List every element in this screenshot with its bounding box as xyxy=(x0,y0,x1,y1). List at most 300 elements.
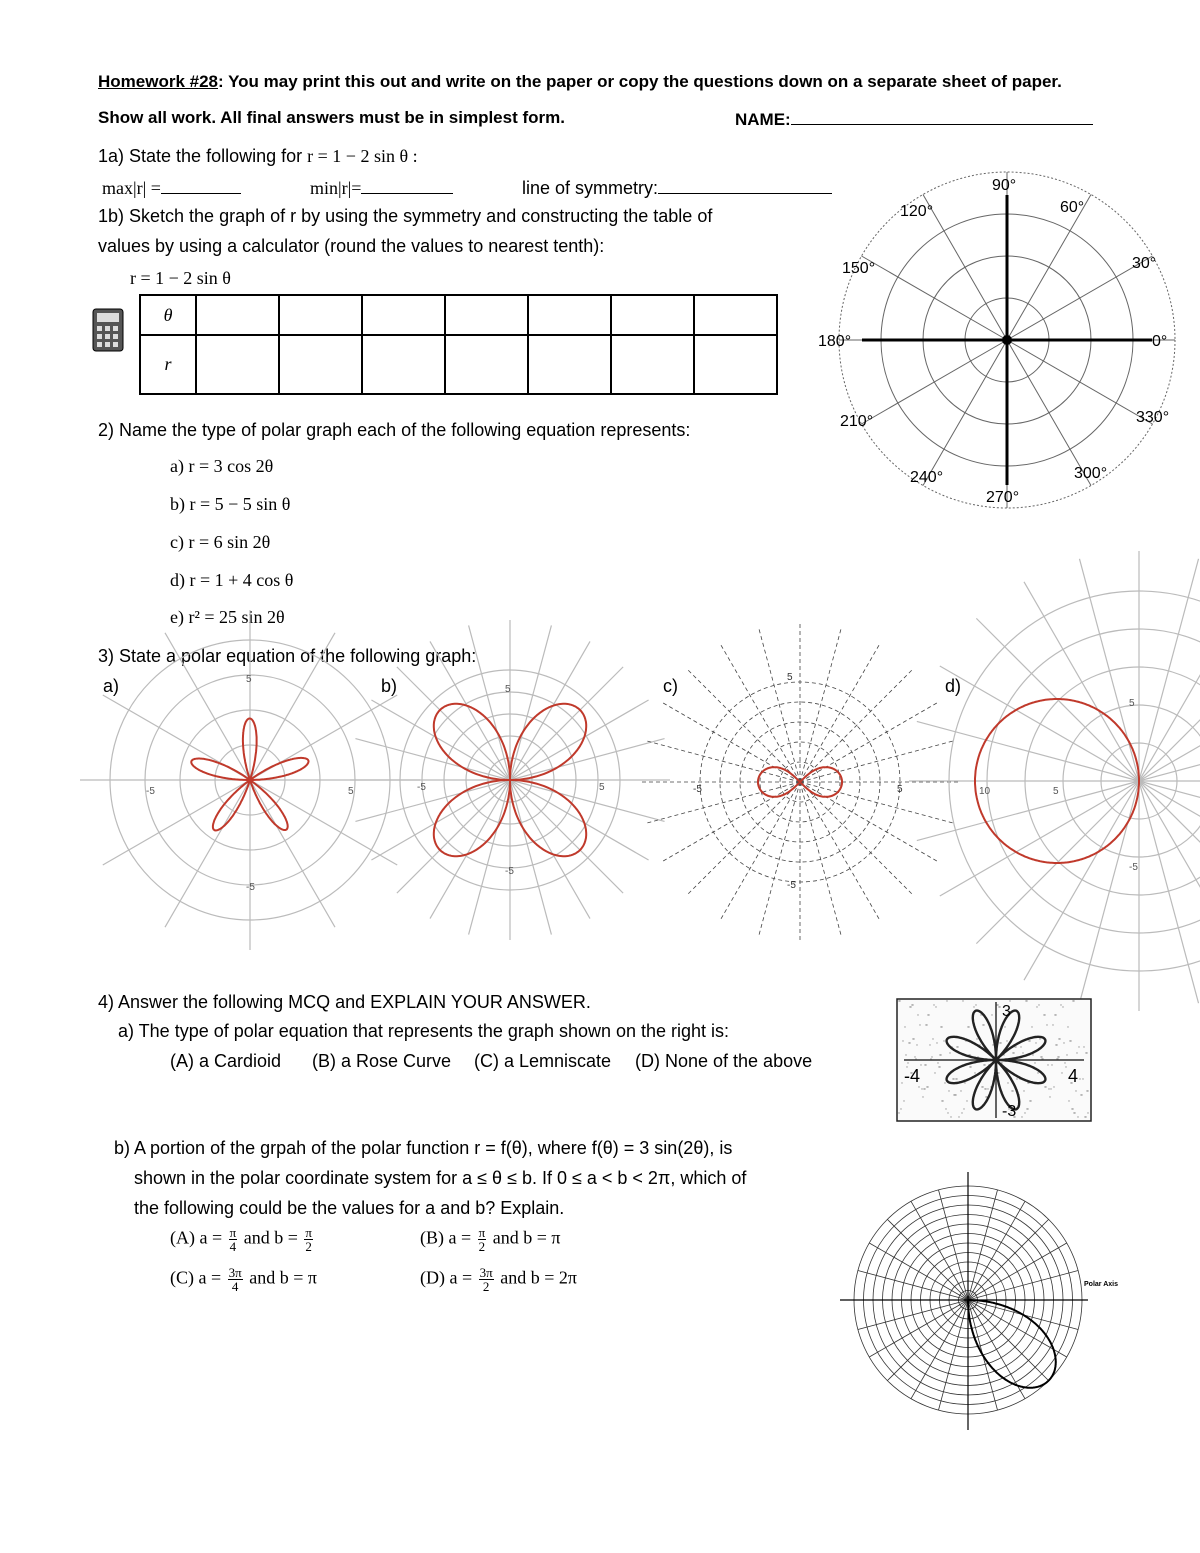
grid-ray xyxy=(1024,582,1139,781)
theta-header: θ xyxy=(140,295,196,335)
grid-ray xyxy=(800,741,955,782)
speckle-dot xyxy=(1026,1000,1027,1001)
q1b-equation: r = 1 − 2 sin θ xyxy=(130,268,231,288)
speckle-dot xyxy=(948,1090,949,1091)
max-r-blank[interactable] xyxy=(161,177,241,194)
polar-axis-label: Polar Axis xyxy=(1084,1281,1118,1288)
grid-ray xyxy=(1139,666,1200,781)
speckle-dot xyxy=(904,1026,905,1027)
q3-label-a: a) xyxy=(103,676,120,696)
speckle-dot xyxy=(905,1054,906,1055)
table-cell[interactable] xyxy=(694,295,777,335)
tick-label: -5 xyxy=(146,786,155,797)
item-equation: r² = 25 sin 2θ xyxy=(188,607,285,627)
option-mid: and b = 2π xyxy=(500,1267,577,1288)
speckle-dot xyxy=(922,1096,923,1097)
speckle-dot xyxy=(1012,1090,1013,1091)
fraction xyxy=(304,1226,313,1253)
speckle-dot xyxy=(998,1072,999,1073)
tick-label: -5 xyxy=(1129,862,1138,873)
speckle-dot xyxy=(974,1072,975,1073)
speckle-dot xyxy=(1038,1004,1039,1005)
grid-ray xyxy=(968,1300,1025,1399)
speckle-dot xyxy=(935,1006,936,1007)
item-label: a) xyxy=(170,456,184,476)
min-r-label: min|r|= xyxy=(310,178,362,198)
speckle-dot xyxy=(1044,1014,1045,1015)
grid-ray xyxy=(968,1300,1049,1381)
speckle-dot xyxy=(927,1086,928,1087)
grid-ray xyxy=(800,669,913,782)
q4b-option-d[interactable] xyxy=(420,1266,577,1293)
denominator: 2 xyxy=(478,1239,486,1254)
speckle-dot xyxy=(941,1026,942,1027)
tick-label: 5 xyxy=(246,674,252,685)
homework-instructions: : You may print this out and write on the paper or copy the questions down on a separate sheet of paper. xyxy=(218,72,1062,91)
item-equation: r = 5 − 5 sin θ xyxy=(189,494,291,514)
speckle-dot xyxy=(1063,1042,1064,1043)
speckle-dot xyxy=(932,1038,933,1039)
table-cell[interactable] xyxy=(528,295,611,335)
grid-ray xyxy=(1139,781,1200,944)
numerator: 3π xyxy=(479,1265,493,1280)
q4a-option-b[interactable]: (B) a Rose Curve xyxy=(312,1051,452,1071)
speckle-dot xyxy=(966,1100,967,1101)
speckle-dot xyxy=(1083,1046,1084,1047)
q2-item-b xyxy=(170,494,290,515)
speckle-dot xyxy=(957,1046,958,1047)
speckle-dot xyxy=(1058,1056,1059,1057)
grid-ray xyxy=(862,256,1007,340)
r-header: r xyxy=(140,335,196,394)
speckle-dot xyxy=(1046,1024,1047,1025)
q4b-option-a[interactable] xyxy=(170,1226,315,1253)
speckle-dot xyxy=(1053,1086,1054,1087)
speckle-dot xyxy=(1004,1026,1005,1027)
grid-ray xyxy=(800,782,880,921)
q4a-option-a[interactable]: (A) a Cardioid xyxy=(170,1051,282,1071)
speckle-dot xyxy=(1007,1082,1008,1083)
pole-point xyxy=(1002,335,1012,345)
speckle-dot xyxy=(919,1024,920,1025)
grid-ray xyxy=(800,702,939,782)
speckle-dot xyxy=(1086,1052,1087,1053)
values-table xyxy=(139,294,778,395)
tick-label: -5 xyxy=(505,866,514,877)
grid-ray xyxy=(1007,340,1152,424)
item-label: d) xyxy=(170,570,185,590)
grid-ray xyxy=(968,1243,1067,1300)
item-label: e) xyxy=(170,607,184,627)
speckle-dot xyxy=(949,1052,950,1053)
q1b-line2: values by using a calculator (round the values to nearest tenth): xyxy=(98,236,605,256)
tick-label: 5 xyxy=(348,786,354,797)
max-r-label: max|r| = xyxy=(102,178,161,198)
fraction xyxy=(229,1226,238,1253)
speckle-dot xyxy=(931,1056,932,1057)
speckle-dot xyxy=(1037,1072,1038,1073)
numerator: π xyxy=(478,1225,486,1240)
grid-ray xyxy=(355,739,510,780)
tick-label: 10 xyxy=(979,786,991,797)
tick-label: 5 xyxy=(599,782,605,793)
table-cell[interactable] xyxy=(279,335,362,394)
name-label: NAME: xyxy=(735,110,791,129)
table-cell[interactable] xyxy=(611,295,694,335)
item-label: c) xyxy=(170,532,184,552)
angle-label: 330° xyxy=(1136,409,1170,426)
table-cell[interactable] xyxy=(196,295,279,335)
grid-ray xyxy=(510,780,590,919)
grid-ray xyxy=(968,1300,1067,1357)
speckle-dot xyxy=(936,1042,937,1043)
tick-label: 3 xyxy=(1002,1003,1011,1020)
option-prefix: (D) a = xyxy=(420,1267,473,1288)
min-r-blank[interactable] xyxy=(361,177,453,194)
speckle-dot xyxy=(973,1006,974,1007)
angle-label: 210° xyxy=(840,413,874,430)
grid-ray xyxy=(510,780,649,860)
speckle-dot xyxy=(1045,1086,1046,1087)
speckle-dot xyxy=(970,1066,971,1067)
table-cell[interactable] xyxy=(362,335,445,394)
speckle-dot xyxy=(1016,1078,1017,1079)
grid-ray xyxy=(800,643,880,782)
grid-ray xyxy=(397,667,510,780)
speckle-dot xyxy=(1073,1000,1074,1001)
speckle-dot xyxy=(937,1062,938,1063)
grid-ray xyxy=(645,741,800,782)
speckle-dot xyxy=(960,1090,961,1091)
graph-b-rose xyxy=(403,668,615,896)
speckle-dot xyxy=(924,1088,925,1089)
angle-label: 60° xyxy=(1060,199,1085,216)
angle-label: 300° xyxy=(1074,465,1108,482)
speckle-dot xyxy=(1072,1108,1073,1109)
speckle-dot xyxy=(944,1082,945,1083)
angle-label: 90° xyxy=(992,177,1017,194)
speckle-dot xyxy=(1056,1044,1057,1045)
table-cell[interactable] xyxy=(362,295,445,335)
grid-ray xyxy=(371,700,510,780)
q2-item-c xyxy=(170,532,270,553)
grid-ray xyxy=(720,643,800,782)
tick-label: 5 xyxy=(1129,698,1135,709)
speckle-dot xyxy=(902,1040,903,1041)
graph-d-circle xyxy=(973,678,1200,884)
speckle-dot xyxy=(913,1038,914,1039)
name-blank[interactable] xyxy=(791,108,1093,125)
speckle-dot xyxy=(1048,1088,1049,1089)
speckle-dot xyxy=(1041,1056,1042,1057)
grid-ray xyxy=(759,782,800,937)
grid-ray xyxy=(661,702,800,782)
grid-ray xyxy=(510,780,665,821)
tick-label: -4 xyxy=(904,1066,921,1086)
speckle-dot xyxy=(1031,1026,1032,1027)
grid-ray xyxy=(759,627,800,782)
speckle-dot xyxy=(916,1044,917,1045)
polar-grid xyxy=(810,170,1200,510)
speckle-dot xyxy=(1023,1090,1024,1091)
grid-ray xyxy=(911,1201,968,1300)
r-row xyxy=(140,335,777,394)
speckle-dot xyxy=(1009,1000,1010,1001)
name-field[interactable] xyxy=(735,108,1093,130)
speckle-dot xyxy=(1075,1090,1076,1091)
speckle-dot xyxy=(1085,1116,1086,1117)
grid-ray xyxy=(1007,256,1152,340)
grid-ray xyxy=(800,782,913,895)
grid-ray xyxy=(940,781,1139,896)
q2-item-e xyxy=(170,607,285,628)
speckle-dot xyxy=(920,1064,921,1065)
speckle-dot xyxy=(962,1000,963,1001)
grid-ray xyxy=(687,782,800,895)
speckle-dot xyxy=(1059,1038,1060,1039)
speckle-dot xyxy=(1062,1006,1063,1007)
grid-ray xyxy=(800,782,939,862)
instructions-line: Show all work. All final answers must be in simplest form. xyxy=(98,108,565,127)
grid-ray xyxy=(862,340,1007,424)
grid-ray xyxy=(1139,781,1199,1003)
option-mid: and b = π xyxy=(492,1227,561,1248)
grid-ray xyxy=(510,700,649,780)
item-label: b) xyxy=(170,494,185,514)
item-equation: r = 1 + 4 cos θ xyxy=(189,570,294,590)
speckle-dot xyxy=(1036,1006,1037,1007)
option-mid: and b = xyxy=(243,1227,298,1248)
speckle-dot xyxy=(1034,1062,1035,1063)
speckle-dot xyxy=(1087,1090,1088,1091)
speckle-dot xyxy=(929,1044,930,1045)
speckle-dot xyxy=(1064,1062,1065,1063)
speckle-dot xyxy=(968,1026,969,1027)
speckle-dot xyxy=(1039,1038,1040,1039)
grid-ray xyxy=(968,1219,1049,1300)
speckle-dot xyxy=(983,1024,984,1025)
q2-title: 2) Name the type of polar graph each of the following equation represents: xyxy=(98,420,691,440)
speckle-dot xyxy=(1061,1072,1062,1073)
angle-label: 120° xyxy=(900,203,934,220)
speckle-dot xyxy=(1051,1064,1052,1065)
speckle-dot xyxy=(900,1108,901,1109)
grid-ray xyxy=(940,666,1139,781)
speckle-dot xyxy=(1068,1100,1069,1101)
denominator: 2 xyxy=(482,1279,490,1294)
min-r-field[interactable] xyxy=(310,177,453,199)
grid-ray xyxy=(510,667,623,780)
grid-ray xyxy=(1079,781,1139,1003)
angle-label: 0° xyxy=(1152,333,1168,350)
speckle-dot xyxy=(1049,1096,1050,1097)
speckle-dot xyxy=(1035,1042,1036,1043)
speckle-dot xyxy=(917,1014,918,1015)
table-cell[interactable] xyxy=(445,295,528,335)
tick-label: 5 xyxy=(1053,786,1059,797)
q4a-option-d[interactable]: (D) None of the above xyxy=(635,1051,813,1071)
speckle-dot xyxy=(907,1062,908,1063)
q3-label-c: c) xyxy=(663,676,678,696)
speckle-dot xyxy=(1029,1040,1030,1041)
grid-ray xyxy=(510,641,590,780)
q4b-option-b[interactable] xyxy=(420,1226,560,1253)
table-cell[interactable] xyxy=(528,335,611,394)
speckle-dot xyxy=(1067,1026,1068,1027)
speckle-dot xyxy=(956,1078,957,1079)
speckle-dot xyxy=(1050,1088,1051,1089)
q3-title: 3) State a polar equation of the following graph: xyxy=(98,646,477,666)
speckle-dot xyxy=(947,1112,948,1113)
grid-ray xyxy=(1024,781,1139,980)
q4b-line3: the following could be the values for a and b? Explain. xyxy=(134,1198,565,1218)
grid-ray xyxy=(430,780,510,919)
q4-title: 4) Answer the following MCQ and EXPLAIN YOUR ANSWER. xyxy=(98,992,591,1012)
tick-label: -5 xyxy=(787,880,796,891)
speckle-dot xyxy=(1020,1046,1021,1047)
q4a-text: a) The type of polar equation that represents the graph shown on the right is: xyxy=(118,1021,730,1041)
fraction xyxy=(228,1266,243,1293)
symmetry-blank[interactable] xyxy=(658,177,832,194)
grid-ray xyxy=(165,780,250,927)
speckle-dot xyxy=(899,1000,900,1001)
q3-label-b: b) xyxy=(381,676,398,696)
q1a-prompt xyxy=(98,146,418,167)
denominator: 4 xyxy=(231,1279,239,1294)
grid-ray xyxy=(510,780,623,893)
speckle-dot xyxy=(934,1072,935,1073)
speckle-dot xyxy=(940,1054,941,1055)
grid-ray xyxy=(397,780,510,893)
grid-ray xyxy=(1007,340,1091,485)
speckle-dot xyxy=(976,1038,977,1039)
grid-ray xyxy=(661,782,800,862)
angle-label: 30° xyxy=(1132,255,1157,272)
q1a-equation: r = 1 − 2 sin θ : xyxy=(307,146,418,166)
theta-row xyxy=(140,295,777,335)
speckle-dot xyxy=(984,1064,985,1065)
grid-ray xyxy=(869,1300,968,1357)
grid-ray xyxy=(1139,781,1200,896)
speckle-dot xyxy=(901,1082,902,1083)
grid-ray xyxy=(887,1219,968,1300)
speckle-dot xyxy=(950,1116,951,1117)
speckle-dot xyxy=(1076,1052,1077,1053)
speckle-dot xyxy=(942,1100,943,1101)
grid-ray xyxy=(355,780,510,821)
grid-ray xyxy=(800,627,841,782)
speckle-dot xyxy=(1087,1112,1088,1113)
numerator: π xyxy=(229,1225,237,1240)
option-prefix: (B) a = xyxy=(420,1227,472,1248)
fraction xyxy=(479,1266,494,1293)
speckle-dot xyxy=(898,1112,899,1113)
speckle-dot xyxy=(964,1082,965,1083)
grid-ray xyxy=(720,782,800,921)
grid-ray xyxy=(1139,559,1199,781)
speckle-dot xyxy=(943,1040,944,1041)
speckle-dot xyxy=(991,1014,992,1015)
q2-item-d xyxy=(170,570,293,591)
symmetry-field[interactable] xyxy=(522,177,832,199)
tick-label: 5 xyxy=(897,784,903,795)
symmetry-label: line of symmetry: xyxy=(522,178,659,198)
angle-label: 150° xyxy=(842,260,876,277)
max-r-field[interactable] xyxy=(102,177,241,199)
tick-label: -3 xyxy=(1002,1103,1017,1120)
speckle-dot xyxy=(1077,1116,1078,1117)
grid-ray xyxy=(923,195,1007,340)
grid-ray xyxy=(911,1300,968,1399)
speckle-dot xyxy=(999,1006,1000,1007)
speckle-dot xyxy=(997,1004,998,1005)
speckle-dot xyxy=(1052,1024,1053,1025)
speckle-dot xyxy=(925,1064,926,1065)
speckle-dot xyxy=(909,1042,910,1043)
speckle-dot xyxy=(1065,1066,1066,1067)
speckle-dot xyxy=(912,1004,913,1005)
speckle-dot xyxy=(1066,1054,1067,1055)
angle-label: 240° xyxy=(910,469,944,486)
tick-label: 5 xyxy=(505,684,511,695)
table-cell[interactable] xyxy=(694,335,777,394)
grid-ray xyxy=(917,721,1139,781)
speckle-dot xyxy=(946,1000,947,1001)
graph-4a-rose xyxy=(896,998,1092,1122)
speckle-dot xyxy=(1078,1046,1079,1047)
speckle-dot xyxy=(1032,1054,1033,1055)
speckle-dot xyxy=(1070,1040,1071,1041)
graph-a-rose xyxy=(130,668,370,896)
speckle-dot xyxy=(975,1004,976,1005)
tick-label: -5 xyxy=(246,882,255,893)
calculator-icon xyxy=(92,308,124,352)
speckle-dot xyxy=(1022,1052,1023,1053)
speckle-dot xyxy=(1080,1094,1081,1095)
q4b-option-c[interactable] xyxy=(170,1266,317,1293)
speckle-dot xyxy=(1079,1078,1080,1079)
table-cell[interactable] xyxy=(279,295,362,335)
grid-ray xyxy=(800,782,841,937)
fraction xyxy=(478,1226,487,1253)
speckle-dot xyxy=(1055,1014,1056,1015)
grid-ray xyxy=(250,780,335,927)
speckle-dot xyxy=(1001,1062,1002,1063)
speckle-dot xyxy=(992,1044,993,1045)
q4a-option-c[interactable]: (C) a Lemniscate xyxy=(474,1051,612,1071)
table-cell[interactable] xyxy=(445,335,528,394)
speckle-dot xyxy=(980,1014,981,1015)
grid-ray xyxy=(469,780,510,935)
speckle-dot xyxy=(928,1014,929,1015)
numerator: 3π xyxy=(228,1265,242,1280)
speckle-dot xyxy=(985,1088,986,1089)
grid-ray xyxy=(917,781,1139,841)
graph-c-lemniscate xyxy=(683,668,918,896)
q1b-line1: 1b) Sketch the graph of r by using the symmetry and constructing the table of xyxy=(98,206,713,226)
speckle-dot xyxy=(1030,1100,1031,1101)
grid-ray xyxy=(1007,195,1091,340)
speckle-dot xyxy=(945,1108,946,1109)
table-cell[interactable] xyxy=(611,335,694,394)
tick-label: 4 xyxy=(1068,1066,1079,1086)
angle-label: 270° xyxy=(986,489,1020,506)
speckle-dot xyxy=(1024,1112,1025,1113)
table-cell[interactable] xyxy=(196,335,279,394)
speckle-dot xyxy=(1074,1112,1075,1113)
speckle-dot xyxy=(963,1108,964,1109)
grid-ray xyxy=(1079,559,1139,781)
